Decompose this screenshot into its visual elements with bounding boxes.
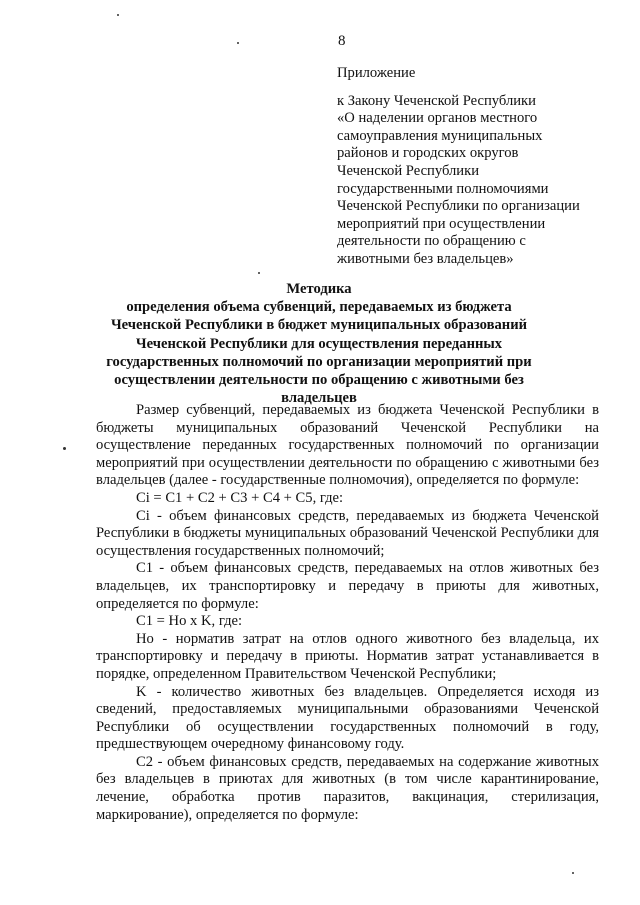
heading-title: Методика	[286, 281, 352, 297]
scan-speck	[117, 14, 119, 16]
scan-speck	[258, 272, 260, 274]
appendix-line: Чеченской Республики	[337, 162, 480, 179]
page-number: 8	[338, 33, 346, 49]
paragraph: Ci - объем финансовых средств, передаваемых из бюджета Чеченской Республики в бюджеты муниципальных образований Чеченской Республики для осуществления государственных полномочий;	[96, 507, 599, 559]
paragraph: C1 - объем финансовых средств, передаваемых на отлов животных без владельцев, их транспортировку и передачу в приюты для животных, определяется по формуле:	[96, 560, 599, 612]
appendix-line: деятельности по обращению с	[337, 233, 526, 250]
appendix-line: «О наделении органов местного	[337, 110, 538, 127]
appendix-title: Приложение	[337, 65, 416, 81]
paragraph: C2 - объем финансовых средств, передаваемых на содержание животных без владельцев в приютах для животных (в том числе карантинирование, лечение, обработка против паразитов, вакцинация, стерилизация, маркирование), определяется по формуле:	[96, 753, 599, 823]
formula-line: Ci = C1 + C2 + C3 + C4 + C5, где:	[136, 489, 344, 506]
methodology-heading	[96, 280, 542, 407]
paragraph: Размер субвенций, передаваемых из бюджета Чеченской Республики в бюджеты муниципальных образований Чеченской Республики на осуществление переданных государственных полномочий по организации мероприятий при осуществлении деятельности по обращению с животными без владельцев (далее - государственные полномочия), определяется по формуле:	[96, 402, 599, 489]
appendix-line: самоуправления муниципальных	[337, 127, 543, 144]
appendix-line: Чеченской Республики по организации	[337, 198, 580, 215]
scan-speck	[572, 872, 574, 874]
paragraph: K - количество животных без владельцев. Определяется исходя из сведений, предоставляемых муниципальными образованиями Чеченской Республики об осуществлении государственных полномочий в году, предшествующем очередному финансовому году.	[96, 683, 599, 753]
appendix-line: к Закону Чеченской Республики	[337, 92, 536, 109]
paragraph: Ho - норматив затрат на отлов одного животного без владельца, их транспортировку и передачу в приюты. Норматив затрат устанавливается в порядке, определенном Правительством Чеченской Республики;	[96, 630, 599, 682]
appendix-line: государственными полномочиями	[337, 180, 549, 197]
appendix-line: мероприятий при осуществлении	[337, 215, 546, 232]
appendix-line: животными без владельцев»	[337, 250, 514, 267]
heading-subtitle: определения объема субвенций, передаваемых из бюджета Чеченской Республики в бюджет муниципальных образований Чеченской Республики для осуществления переданных государственных полномочий по организации мероприятий при осуществлении деятельности по обращению с животными без владельцев	[106, 299, 532, 407]
appendix-block	[337, 65, 607, 269]
appendix-line: районов и городских округов	[337, 145, 519, 162]
scan-speck	[63, 447, 66, 450]
document-body	[96, 402, 599, 824]
formula-line: C1 = Ho x K, где:	[136, 613, 243, 630]
scan-speck	[237, 42, 239, 44]
